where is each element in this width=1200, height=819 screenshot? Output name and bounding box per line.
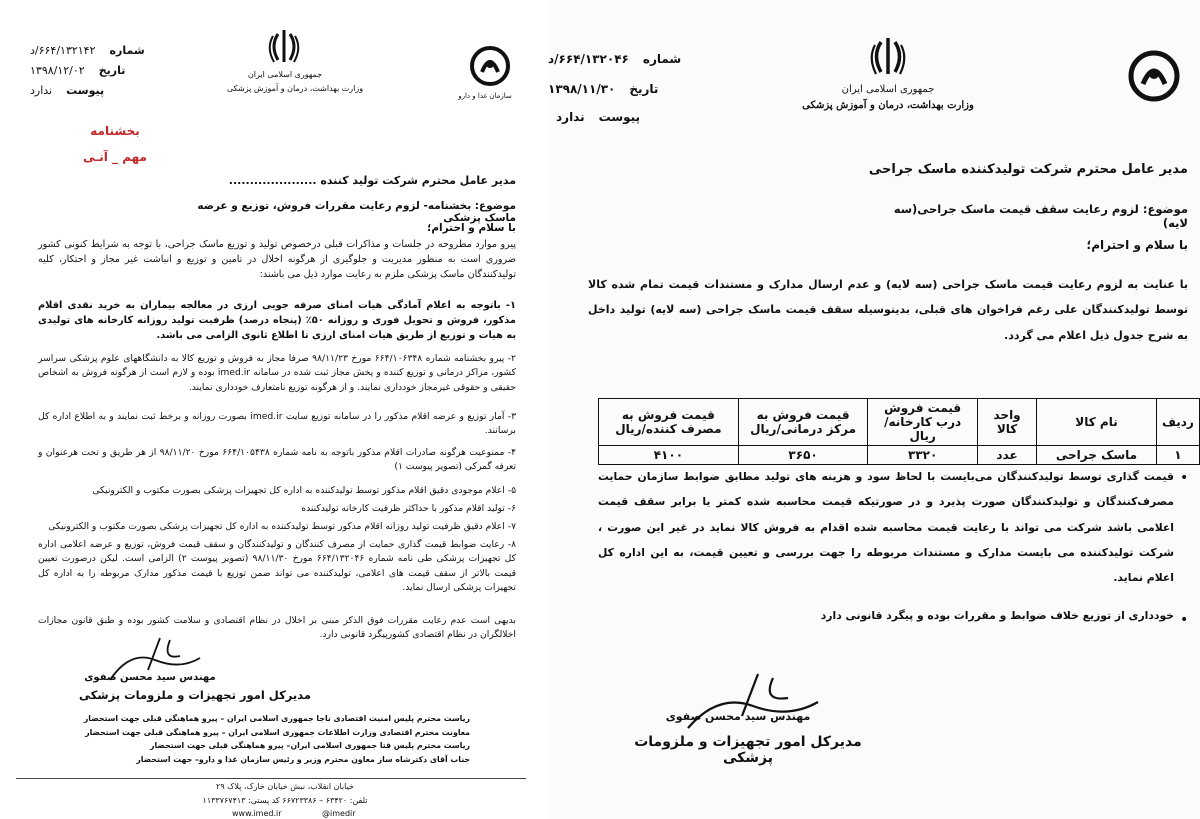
fda-logo-caption: سازمان غذا و دارو: [458, 92, 512, 100]
letter-number-label: شماره: [109, 44, 145, 57]
subject-line: موضوع: بخشنامه- لزوم رعایت مقررات فروش، توزیع و عرضه ماسک پزشکی: [197, 200, 516, 224]
header-ministry: وزارت بهداشت، درمان و آموزش پزشکی: [802, 100, 974, 111]
cell-consumer-price: ۴۱۰۰: [599, 446, 739, 465]
circular-stamp-title: بخشنامه: [90, 124, 140, 138]
letter-number-value: ۶۶۴/۱۳۲۰۴۶/د: [548, 52, 629, 66]
cc-item: معاونت محترم اقتصادی وزارت اطلاعات جمهوری اسلامی ایران – پیرو هماهنگی قبلی جهت استحضار: [85, 727, 470, 737]
col-header-consumer-price: قیمت فروش به مصرف کننده/ریال: [599, 399, 739, 446]
header-republic: جمهوری اسلامی ایران: [247, 70, 323, 79]
letter-date-value: ۱۳۹۸/۱۱/۳۰: [548, 82, 616, 96]
letter-right: [548, 0, 1200, 819]
col-header-item-name: نام کالا: [1037, 399, 1157, 446]
cell-medical-center-price: ۳۶۵۰: [738, 446, 868, 465]
cell-item-name: ماسک جراحی: [1037, 446, 1157, 465]
iran-emblem-icon: [870, 36, 906, 78]
header-republic: جمهوری اسلامی ایران: [841, 84, 935, 95]
recipient-line: مدیر عامل محترم شرکت تولیدکننده ماسک جراحی: [868, 162, 1188, 177]
table-row: [599, 446, 1200, 465]
item-3: ۳- آمار توزیع و عرضه اقلام مذکور را در سامانه توزیع سایت imed.ir بصورت روزانه و برخط ثبت نمایند و به اطلاع اداره کل برسانند.: [38, 411, 516, 437]
intro-paragraph: پیرو موارد مطروحه در جلسات و مذاکرات قبلی درخصوص تولید و توزیع ماسک جراحی، با توجه به شرایط کنونی کشور ضروری است به منظور مدیریت و جلوگیری از هرگونه اخلال در تامین و توزیع و انباشت غیر مجاز و احتکار، کلیه تولیدکنندگان ماسک پزشکی ملزم به رعایت موارد ذیل می باشند:: [38, 239, 516, 280]
letter-number-label: شماره: [642, 52, 682, 66]
header-ministry: وزارت بهداشت، درمان و آموزش پزشکی: [226, 84, 364, 93]
cc-item: ریاست محترم پلیس فتا جمهوری اسلامی ایران– پیرو هماهنگی قبلی جهت استحضار: [149, 741, 470, 751]
body-paragraph: با عنایت به لزوم رعایت قیمت ماسک جراحی (سه لایه) و عدم ارسال مدارک و مستندات قیمت تمام شده کالا توسط تولیدکنندگان علی رغم فراخوان های قبلی، بدینوسیله سقف قیمت ماسک جراحی (سه لایه) تولید داخل به شرح جدول ذیل اعلام می گردد.: [588, 278, 1188, 342]
letter-attachment-label: پیوست: [66, 84, 105, 97]
footer-divider: [16, 778, 526, 779]
iran-emblem-icon: [268, 28, 300, 66]
letter-number-value: ۶۶۴/۱۳۲۱۴۲/د: [30, 44, 96, 57]
col-header-factory-price: قیمت فروش درب کارخانه/ریال: [868, 399, 978, 446]
letter-number-row: [30, 44, 145, 57]
letter-date-row: [30, 64, 125, 77]
cc-list: [60, 712, 470, 767]
item-2: ۲- پیرو بخشنامه شماره ۶۶۴/۱۰۶۳۴۸ مورخ ۹۸/۱۱/۲۳ صرفا مجاز به فروش و توزیع کالا به دانشگاههای علوم پزشکی سراسر کشور، مراکز درمانی و توزیع کننده و پخش مجاز ثبت شده در سامانه imed.ir بوده و لازم است از هرگونه فروش به اشخاص حقیقی و حقوقی غیرمجاز خودداری نمایند. و از هرگونه توزیع نامتعارف خودداری نمایند.: [38, 353, 517, 393]
footer-website-link[interactable]: www.imed.ir: [232, 809, 282, 818]
item-8: ۸- رعایت ضوابط قیمت گذاری حمایت از مصرف کنندگان و تولیدکنندگان و سقف قیمت فروش، توزیع و عرضه اعلامی اداره کل تجهیزات پزشکی طی نامه شماره ۶۶۴/۱۳۲۰۴۶ مورخ ۹۸/۱۱/۳۰ (تصویر پیوست ۲) الزامی است. لیکن درصورت تعیین قیمت بالاتر از سقف قیمت های اعلامی، تولیدکننده می تواند ضمن توزیع با قیمت مذکور مدارک مربوطه را به اداره کل تجهیزات پزشکی ارسال نماید.: [38, 539, 516, 593]
cell-unit: عدد: [977, 446, 1036, 465]
item-5: ۵- اعلام موجودی دقیق اقلام مذکور توسط تولیدکننده به اداره کل تجهیزات پزشکی بصورت مکتوب و الکترونیکی: [92, 485, 516, 496]
signer-title: مدیرکل امور تجهیزات و ملزومات پزشکی: [634, 734, 862, 766]
signer-name: مهندس سید محسن صفوی: [665, 710, 811, 723]
letter-attachment-row: [556, 110, 640, 124]
letter-date-label: تاریخ: [629, 82, 659, 96]
letter-date-row: [548, 82, 658, 96]
distribution-rule-bullet: خودداری از توزیع خلاف ضوابط و مقررات بوده و پیگرد قانونی دارد: [820, 609, 1174, 622]
col-header-row-number: ردیف: [1156, 399, 1199, 446]
greeting-line: با سلام و احترام؛: [1086, 238, 1188, 252]
fda-logo-icon: [468, 44, 512, 88]
item-4: ۴- ممنوعیت هرگونه صادرات اقلام مذکور باتوجه به نامه شماره ۶۶۴/۱۰۵۴۳۸ مورخ ۹۸/۱۱/۲۰ از هر طریق و تحت هرعنوان و تعرفه گمرکی (تصویر پیوست ۱): [38, 447, 516, 473]
item-7: ۷- اعلام دقیق ظرفیت تولید روزانه اقلام مذکور توسط تولیدکننده به اداره کل تجهیزات پزشکی بصورت مکتوب و الکترونیکی: [48, 521, 516, 532]
bullet-marker: •: [1180, 470, 1189, 486]
table-header-row: [599, 399, 1200, 446]
price-table: [598, 398, 1200, 465]
footer-social-handle: @imedir: [322, 809, 356, 818]
greeting-line: با سلام و احترام؛: [427, 222, 516, 234]
item-1: ۱- باتوجه به اعلام آمادگی هیات امنای صرفه جویی ارزی در معالجه بیماران به خرید نقدی اقلام مذکور، فروش و تحویل فوری و روزانه ۵۰٪ (پنجاه درصد) ظرفیت تولید روزانه کارخانه های تولیدی به هیات و توزیع از طریق هیات امنای ارزی تا اطلاع ثانوی الزامی می باشد.: [38, 300, 516, 342]
cell-row-number: ۱: [1156, 446, 1199, 465]
letter-attachment-value: ندارد: [30, 84, 53, 97]
fda-logo-icon: [1126, 48, 1182, 104]
pricing-rule-bullet: قیمت گذاری توسط تولیدکنندگان می‌بایست با لحاظ سود و هزینه های تولید مطابق ضوابط سازمان حمایت مصرف‌کنندگان و تولیدکنندگان صورت پذیرد و در صورتیکه قیمت محاسبه شده کمتر یا برابر سقف قیمت اعلامی باشد شرکت می تواند با رعایت قیمت محاسبه شده اقدام به فروش کالا نماید در غیر این صورت ، شرکت تولیدکننده می بایست مدارک و مستندات مربوطه را جهت بررسی و تعیین قیمت، به این اداره کل اعلام نماید.: [598, 470, 1174, 585]
letter-date-value: ۱۳۹۸/۱۲/۰۲: [30, 64, 85, 77]
cc-item: جناب آقای دکترشاه ساز معاون محترم وزیر و رئیس سازمان غذا و دارو– جهت استحضار: [136, 754, 470, 764]
cell-factory-price: ۳۳۲۰: [868, 446, 978, 465]
letter-date-label: تاریخ: [98, 64, 126, 77]
bullet-marker: •: [1180, 612, 1189, 628]
signer-name: مهندس سید محسن صفوی: [84, 672, 216, 683]
letter-number-row: [548, 52, 681, 66]
col-header-medical-center-price: قیمت فروش به مرکز درمانی/ریال: [738, 399, 868, 446]
urgent-stamp: مهم _ آنـی: [83, 150, 147, 164]
footer-phone: تلفن: ۶۳۴۲۰ – ۶۶۷۲۳۳۸۶ کد پستی: ۱۱۳۳۷۶۷۴۱۳: [202, 796, 368, 805]
letter-attachment-row: [30, 84, 104, 97]
footer-address: خیابان انقلاب، نبش خیابان خارک، پلاک ۲۹: [216, 782, 354, 791]
letter-left: [0, 0, 548, 819]
subject-line: موضوع: لزوم رعایت سقف قیمت ماسک جراحی(سه لایه): [893, 202, 1188, 230]
signer-title: مدیرکل امور تجهیزات و ملزومات پزشکی: [78, 688, 311, 702]
cc-item: ریاست محترم پلیس امنیت اقتصادی ناجا جمهوری اسلامی ایران – پیرو هماهنگی قبلی جهت استحضار: [83, 714, 470, 723]
signature-scribble-icon: [678, 668, 828, 738]
item-6: ۶- تولید اقلام مذکور با حداکثر ظرفیت کارخانه تولیدکننده: [301, 503, 516, 514]
recipient-line: مدیر عامل محترم شرکت تولید کننده .....................: [228, 174, 516, 187]
letter-attachment-value: ندارد: [556, 110, 585, 124]
col-header-unit: واحد کالا: [977, 399, 1036, 446]
closing-paragraph: بدیهی است عدم رعایت مقررات فوق الذکر مبنی بر اخلال در نظام اقتصادی و سلامت کشور بوده و طبق قانون مجازات اخلالگران در نظام اقتصادی کشورپیگرد قانونی دارد.: [38, 615, 516, 641]
letter-attachment-label: پیوست: [598, 110, 641, 124]
